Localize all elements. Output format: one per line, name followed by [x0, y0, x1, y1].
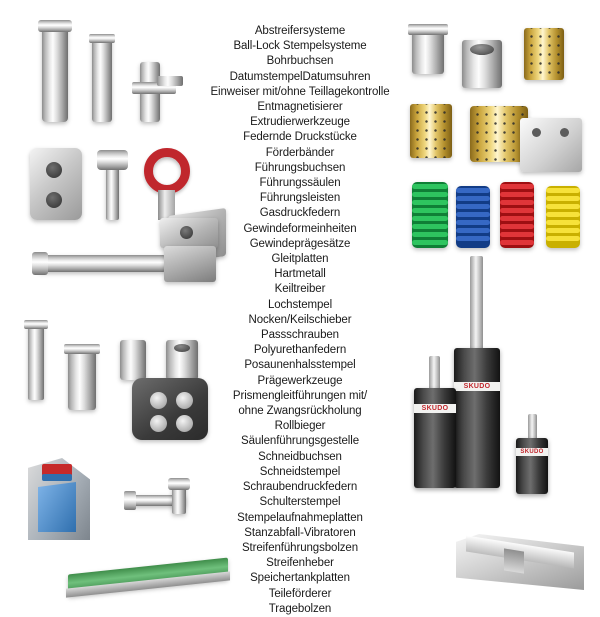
list-item: Führungsleisten — [259, 192, 341, 205]
list-item: Polyurethanfedern — [253, 344, 347, 357]
list-item: Streifenheber — [266, 557, 334, 570]
cutaway-blue-section — [38, 482, 76, 532]
list-item: ohne Zwangsrückholung — [238, 405, 362, 418]
shoulder-bolt-shank — [106, 166, 119, 220]
cam-plate-hole-4 — [176, 415, 193, 432]
cutaway-blue-accent — [42, 474, 72, 481]
gas-spring-large-label: SKUDO — [454, 382, 500, 391]
cam-plate-hole-2 — [176, 392, 193, 409]
list-item: Schneidstempel — [259, 465, 341, 478]
gas-spring-large-rod — [470, 256, 483, 354]
guide-pillar-medium-collar — [89, 34, 115, 43]
cam-plate-hole-1 — [150, 392, 167, 409]
list-item: Speichertankplatten — [250, 572, 350, 585]
list-item: Gleitplatten — [271, 253, 329, 266]
list-item: Gewindeprägesätze — [249, 237, 351, 250]
right-photo-gas-springs — [404, 256, 600, 496]
list-item: Rollbieger — [274, 420, 326, 433]
shoulder-bolt-head — [97, 150, 128, 170]
list-item: Tragebolzen — [268, 602, 332, 615]
product-category-list — [200, 24, 400, 617]
punch-tall-head — [24, 320, 48, 329]
guide-pillar-large-collar — [38, 20, 72, 32]
list-item: Einweiser mit/ohne Teillagekontrolle — [210, 85, 390, 98]
list-item: Passschrauben — [261, 329, 339, 342]
list-item: DatumstempelDatumsuhren — [229, 70, 371, 83]
punch-holder-collar — [64, 344, 100, 354]
socket-screw-head — [168, 478, 190, 490]
right-photo-bushing-bronze-2 — [410, 104, 452, 158]
carbide-tool-notch — [504, 548, 524, 573]
list-item: Säulenführungsgestelle — [241, 435, 359, 448]
list-item: Entmagnetisierer — [257, 101, 343, 114]
clamp-block — [30, 148, 82, 220]
list-item: Stempelaufnahmeplatten — [237, 511, 363, 524]
list-item: Schneidbuchsen — [258, 450, 342, 463]
guide-pillar-small-nose — [157, 76, 183, 86]
gas-spring-large-body — [454, 348, 500, 488]
list-item: Führungssäulen — [259, 177, 341, 190]
cam-plate-hole-3 — [150, 415, 167, 432]
list-item: Keiltreiber — [274, 283, 326, 296]
list-item: Führungsbuchsen — [254, 161, 346, 174]
list-item: Bohrbuchsen — [266, 55, 334, 68]
list-item: Stanzabfall-Vibratoren — [244, 526, 356, 539]
right-photo-spring-blue — [456, 186, 490, 248]
right-photo-spring-green — [412, 182, 448, 248]
bushing-left — [120, 340, 146, 380]
list-item: Teileförderer — [268, 587, 332, 600]
wedge-slide-bore — [180, 226, 193, 239]
left-photo-wedge-slide-cutaway — [28, 448, 120, 543]
list-item: Prägewerkzeuge — [257, 374, 343, 387]
guide-pillar-large — [42, 24, 68, 122]
slide-plate-steel-hole-1 — [532, 128, 541, 137]
right-photo-spring-red — [500, 182, 534, 248]
gas-spring-small-label: SKUDO — [516, 448, 548, 456]
list-item: Lochstempel — [267, 298, 333, 311]
clamp-block-hole-bottom — [46, 192, 62, 208]
bushing-steel-2-bore — [470, 44, 494, 55]
punch-holder — [68, 348, 96, 410]
guide-pin-head — [32, 252, 48, 275]
list-item: Extrudierwerkzeuge — [250, 116, 350, 129]
clamp-block-hole-top — [46, 162, 62, 178]
gas-spring-medium-body — [414, 388, 456, 488]
eye-bolt-ring — [144, 148, 190, 194]
list-item: Ball-Lock Stempelsysteme — [233, 40, 367, 53]
left-photo-guide-pin — [38, 255, 166, 272]
list-item: Posaunenhalsstempel — [244, 359, 356, 372]
list-item: Hartmetall — [274, 268, 326, 281]
left-photo-guide-pillars — [20, 18, 190, 128]
slide-plate-steel-hole-2 — [560, 128, 569, 137]
list-item: Schraubendruckfedern — [242, 481, 358, 494]
punch-tall — [28, 324, 44, 400]
list-item: Nocken/Keilschieber — [248, 313, 352, 326]
right-photo-carbide-form-tool — [456, 528, 592, 596]
stripper-bolt-head — [124, 491, 136, 510]
list-item: Federnde Druckstücke — [243, 131, 357, 144]
gas-spring-medium-label: SKUDO — [414, 404, 456, 413]
right-photo-slide-plate-steel — [520, 118, 582, 172]
bushing-right-bore — [174, 344, 190, 352]
list-item: Streifenführungsbolzen — [241, 541, 359, 554]
list-item: Gewindeformeinheiten — [243, 222, 357, 235]
gas-spring-small-body — [516, 438, 548, 494]
right-photo-bushing-bronze-1 — [524, 28, 564, 80]
list-item: Abstreifersysteme — [254, 25, 346, 37]
guide-pillar-medium — [92, 38, 112, 122]
bushing-steel-1-flange — [408, 24, 448, 35]
list-item: Gasdruckfedern — [259, 207, 341, 220]
list-item: Schulterstempel — [259, 496, 341, 509]
list-item: Förderbänder — [265, 146, 335, 159]
right-photo-spring-yellow — [546, 186, 580, 248]
list-item: Prismengleitführungen mit/ — [232, 389, 368, 402]
left-photo-cam-plate — [132, 378, 208, 440]
